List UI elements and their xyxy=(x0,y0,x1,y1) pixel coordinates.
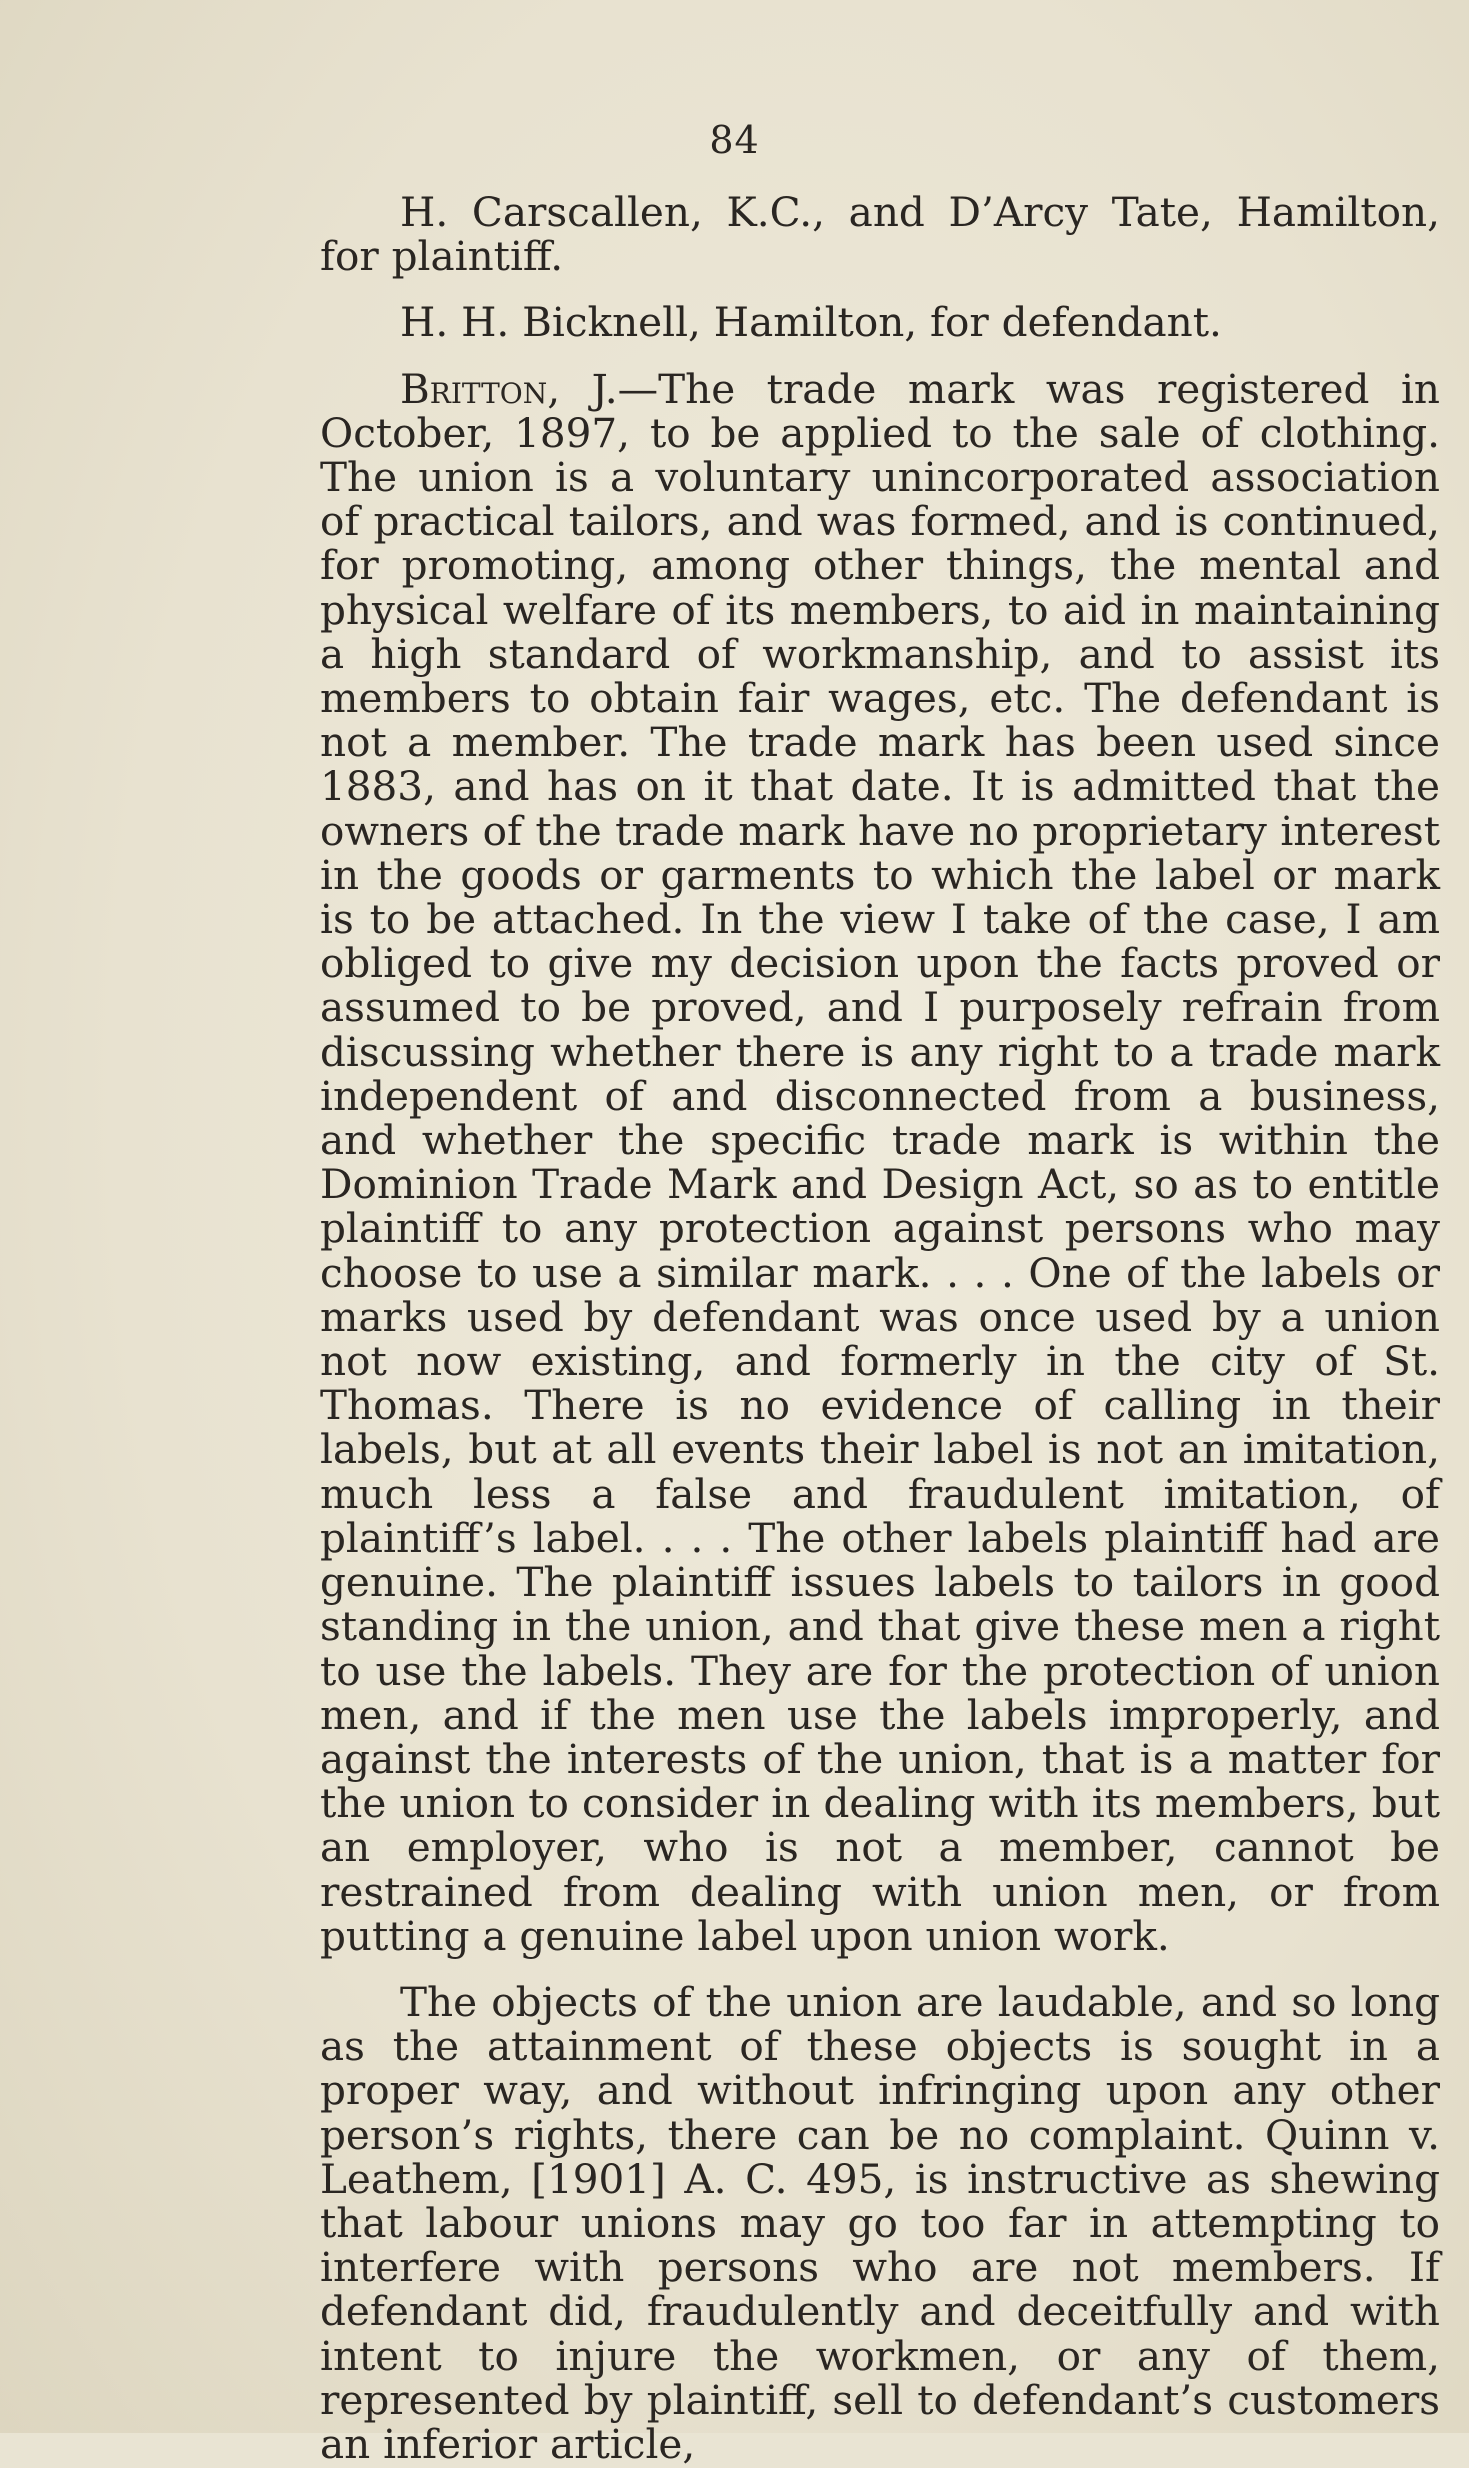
judgment-text: —The trade mark was registered in October, 1897, to be applied to the sale of clothing. The union is a voluntary unincorporated association of practical tailors, and was formed, and is continued, for promoting, among other things, the mental and physical welfare of its members, to aid in maintaining a high standard of workmanship, and to assist its members to obtain fair wages, etc. The defendant is not a member. The trade mark has been used since 1883, and has on it that date. It is admitted that the owners of the trade mark have no proprietary interest in the goods or garments to which the label or mark is to be attached. In the view I take of the case, I am obliged to give my decision upon the facts proved or assumed to be proved, and I purposely refrain from discussing whether there is any right to a trade mark independent of and disconnected from a business, and whether the specific trade mark is within the Dominion Trade Mark and Design Act, so as to entitle plaintiff to any protection against persons who may choose to use a similar mark. . . . One of the labels or marks used by defendant was once used by a union not now existing, and formerly in the city of St. Thomas. There is no evidence of calling in their labels, but at all events their label is not an imitation, much less a false and fraudulent imitation, of plaintiff’s label. . . . The other labels plaintiff had are genuine. The plaintiff issues labels to tailors in good standing in the union, and that give these men a right to use the labels. They are for the protection of union men, and if the men use the labels improperly, and against the interests of the union, that is a matter for the union to consider in dealing with its members, but an employer, who is not a member, cannot be restrained from dealing with union men, or from putting a genuine label upon union work. xyxy=(320,364,1440,1960)
counsel-for-plaintiff: H. Carscallen, K.C., and D’Arcy Tate, Hamilton, for plaintiff. xyxy=(320,188,1440,281)
judge-name: Britton, J. xyxy=(400,364,618,413)
counsel-for-defendant: H. H. Bicknell, Hamilton, for defendant. xyxy=(400,298,1222,347)
closing-paragraph: The objects of the union are laudable, and so long as the attainment of these objects is sought in a proper way, and without infringing upon any other person’s rights, there can be no complaint. Quinn v. Leathem, [1901] A. C. 495, is instructive as shewing that labour unions may go too far in attempting to interfere with persons who are not members. If defendant did, fraudulently and deceitfully and with intent to injure the workmen, or any of them, represented by plaintiff, sell to defendant’s customers an inferior article, xyxy=(320,1977,1440,2468)
page-number: 84 xyxy=(709,118,760,162)
body-text xyxy=(320,190,1440,2466)
judgment-paragraph xyxy=(320,364,1440,1960)
